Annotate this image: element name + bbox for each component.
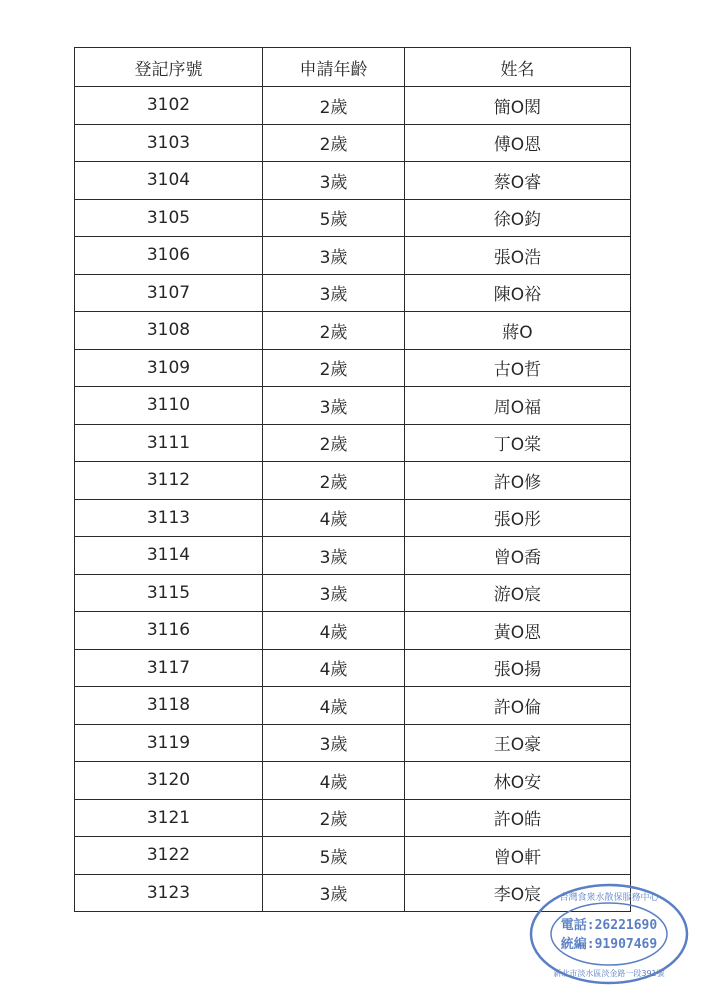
cell-name: 許O倫 (405, 687, 631, 725)
cell-name: 丁O棠 (405, 424, 631, 462)
table-row (75, 237, 631, 275)
organization-seal-stamp (528, 882, 690, 986)
table-row (75, 837, 631, 875)
table-row (75, 349, 631, 387)
cell-serial-number: 3113 (75, 499, 263, 537)
table-row (75, 687, 631, 725)
cell-apply-age: 4歲 (263, 762, 405, 800)
table-row (75, 199, 631, 237)
cell-serial-number: 3109 (75, 349, 263, 387)
cell-apply-age: 2歲 (263, 312, 405, 350)
cell-serial-number: 3112 (75, 462, 263, 500)
cell-apply-age: 2歲 (263, 462, 405, 500)
table-row (75, 462, 631, 500)
cell-name: 曾O喬 (405, 537, 631, 575)
cell-serial-number: 3116 (75, 612, 263, 650)
table-row (75, 274, 631, 312)
cell-name: 張O揚 (405, 649, 631, 687)
cell-name: 游O宸 (405, 574, 631, 612)
cell-apply-age: 2歲 (263, 799, 405, 837)
cell-name: 徐O鈞 (405, 199, 631, 237)
cell-apply-age: 5歲 (263, 199, 405, 237)
cell-name: 蔡O睿 (405, 162, 631, 200)
cell-name: 簡O閎 (405, 87, 631, 125)
table-row (75, 424, 631, 462)
cell-name: 許O皓 (405, 799, 631, 837)
cell-serial-number: 3119 (75, 724, 263, 762)
cell-serial-number: 3118 (75, 687, 263, 725)
cell-apply-age: 4歲 (263, 687, 405, 725)
cell-serial-number: 3104 (75, 162, 263, 200)
table-row (75, 612, 631, 650)
cell-serial-number: 3123 (75, 874, 263, 912)
table-row (75, 649, 631, 687)
cell-apply-age: 2歲 (263, 124, 405, 162)
table-row (75, 574, 631, 612)
table-row (75, 724, 631, 762)
cell-serial-number: 3107 (75, 274, 263, 312)
cell-name: 古O哲 (405, 349, 631, 387)
header-serial-number: 登記序號 (75, 48, 263, 87)
cell-name: 黃O恩 (405, 612, 631, 650)
cell-serial-number: 3120 (75, 762, 263, 800)
cell-serial-number: 3115 (75, 574, 263, 612)
cell-serial-number: 3103 (75, 124, 263, 162)
table-header-row (75, 48, 631, 87)
cell-serial-number: 3122 (75, 837, 263, 875)
stamp-tax-id: 統編:91907469 (560, 937, 658, 952)
cell-apply-age: 3歲 (263, 574, 405, 612)
cell-name: 王O豪 (405, 724, 631, 762)
table-row (75, 499, 631, 537)
stamp-phone: 電話:26221690 (560, 918, 658, 933)
cell-apply-age: 3歲 (263, 387, 405, 425)
cell-name: 張O浩 (405, 237, 631, 275)
cell-serial-number: 3105 (75, 199, 263, 237)
cell-name: 李O宸 (405, 874, 631, 912)
cell-name: 曾O軒 (405, 837, 631, 875)
table-row (75, 537, 631, 575)
registration-table (74, 47, 631, 912)
cell-name: 傅O恩 (405, 124, 631, 162)
cell-serial-number: 3111 (75, 424, 263, 462)
cell-apply-age: 2歲 (263, 424, 405, 462)
cell-name: 陳O裕 (405, 274, 631, 312)
cell-apply-age: 3歲 (263, 274, 405, 312)
table-body (75, 87, 631, 912)
header-apply-age: 申請年齡 (263, 48, 405, 87)
table-row (75, 387, 631, 425)
cell-apply-age: 3歲 (263, 162, 405, 200)
cell-apply-age: 4歲 (263, 649, 405, 687)
header-name: 姓名 (405, 48, 631, 87)
cell-apply-age: 3歲 (263, 537, 405, 575)
table-row (75, 162, 631, 200)
cell-apply-age: 3歲 (263, 724, 405, 762)
cell-serial-number: 3114 (75, 537, 263, 575)
cell-apply-age: 2歲 (263, 349, 405, 387)
cell-apply-age: 2歲 (263, 87, 405, 125)
cell-name: 林O安 (405, 762, 631, 800)
table-row (75, 762, 631, 800)
cell-name: 周O福 (405, 387, 631, 425)
cell-apply-age: 4歲 (263, 499, 405, 537)
cell-serial-number: 3102 (75, 87, 263, 125)
cell-apply-age: 5歲 (263, 837, 405, 875)
cell-serial-number: 3106 (75, 237, 263, 275)
stamp-org-name: 台灣食衆水散保服務中心 (559, 893, 659, 903)
cell-serial-number: 3121 (75, 799, 263, 837)
cell-apply-age: 3歲 (263, 237, 405, 275)
table-row (75, 124, 631, 162)
stamp-address: 新北市淡水區淡金路一段391號 (553, 969, 665, 978)
cell-name: 蔣O (405, 312, 631, 350)
cell-apply-age: 4歲 (263, 612, 405, 650)
table-row (75, 312, 631, 350)
cell-serial-number: 3110 (75, 387, 263, 425)
cell-name: 許O修 (405, 462, 631, 500)
cell-apply-age: 3歲 (263, 874, 405, 912)
cell-serial-number: 3108 (75, 312, 263, 350)
cell-name: 張O彤 (405, 499, 631, 537)
table-row (75, 87, 631, 125)
table-row (75, 799, 631, 837)
cell-serial-number: 3117 (75, 649, 263, 687)
